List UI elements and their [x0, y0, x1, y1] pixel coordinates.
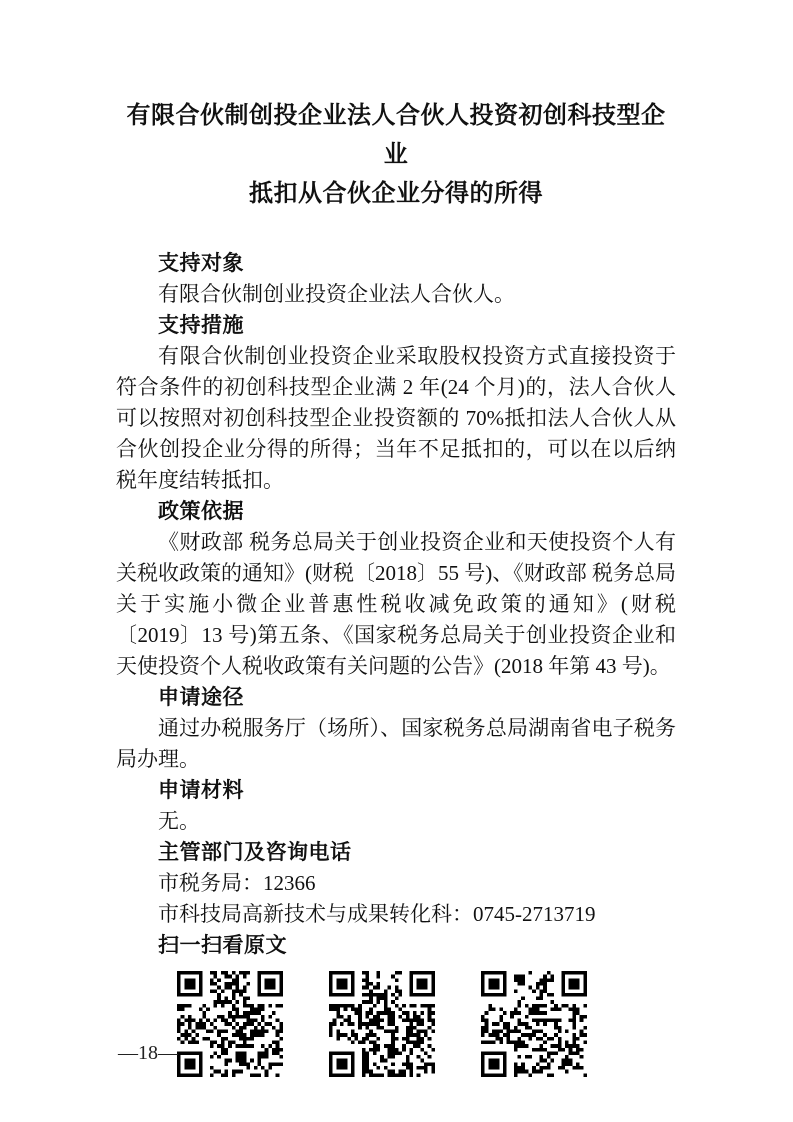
contact-line-tax-bureau: 市税务局：12366: [158, 871, 316, 895]
section-application-materials: [116, 775, 676, 837]
section-application-channel: [116, 682, 676, 775]
qr-code-2-icon: [329, 971, 435, 1077]
section-scan-original: [116, 930, 676, 1077]
section-support-measures: [116, 310, 676, 496]
section-heading-application-materials: 申请材料: [158, 779, 244, 802]
section-contact: [116, 837, 676, 930]
application-channel-text: 通过办税服务厅（场所）、国家税务总局湖南省电子税务局办理。: [116, 716, 676, 771]
support-measures-text: 有限合伙制创业投资企业采取股权投资方式直接投资于符合条件的初创科技型企业满 2 年(24 个月)的，法人合伙人可以按照对初创科技型企业投资额的 70%抵扣法人合伙人从合伙创投企业分得的所得；当年不足抵扣的，可以在以后纳税年度结转抵扣。: [116, 344, 676, 492]
page-number: —18—: [118, 1042, 178, 1064]
document-title: [116, 97, 676, 214]
document-content: [116, 0, 676, 1077]
section-support-target: [116, 248, 676, 310]
title-line-1: 有限合伙制创投企业法人合伙人投资初创科技型企业: [126, 103, 666, 168]
qr-code-1-icon: [177, 971, 283, 1077]
title-line-2: 抵扣从合伙企业分得的所得: [249, 181, 543, 207]
section-heading-scan-original: 扫一扫看原文: [158, 934, 287, 957]
section-heading-contact: 主管部门及咨询电话: [158, 841, 352, 864]
policy-basis-text: 《财政部 税务总局关于创业投资企业和天使投资个人有关税收政策的通知》(财税〔2018〕55 号)、《财政部 税务总局关于实施小微企业普惠性税收减免政策的通知》(财税〔2019〕13 号)第五条、《国家税务总局关于创业投资企业和天使投资个人税收政策有关问题的公告》(2018 年第 43 号)。: [116, 530, 676, 678]
qr-code-row: [116, 971, 676, 1077]
section-heading-policy-basis: 政策依据: [158, 500, 244, 523]
section-heading-support-measures: 支持措施: [158, 314, 244, 337]
application-materials-text: 无。: [158, 809, 200, 833]
qr-code-3-icon: [481, 971, 587, 1077]
section-heading-application-channel: 申请途径: [158, 686, 244, 709]
section-heading-support-target: 支持对象: [158, 252, 244, 275]
section-policy-basis: [116, 496, 676, 682]
contact-line-science-bureau: 市科技局高新技术与成果转化科：0745-2713719: [158, 902, 596, 926]
support-target-text: 有限合伙制创业投资企业法人合伙人。: [158, 282, 515, 306]
